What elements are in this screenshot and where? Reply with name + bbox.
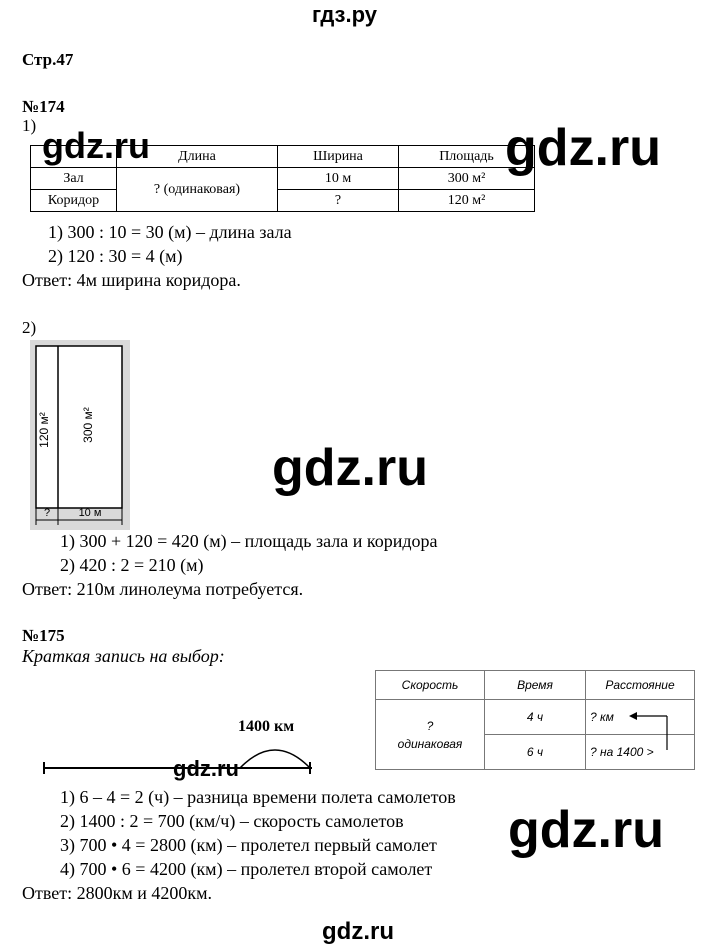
segment-label: 1400 км bbox=[238, 718, 295, 735]
watermark: gdz.ru bbox=[272, 439, 428, 497]
distance-arrow bbox=[625, 708, 675, 756]
task-175-number: №175 bbox=[22, 626, 65, 645]
task-175-subtitle: Краткая запись на выбор: bbox=[22, 646, 225, 666]
table-header-area: Площадь bbox=[399, 146, 535, 168]
table-header-distance: Расстояние bbox=[586, 671, 695, 700]
hall-corridor-drawing bbox=[30, 340, 130, 530]
solution-line: 1) 300 + 120 = 420 (м) – площадь зала и коридора bbox=[60, 531, 438, 551]
time-2: 6 ч bbox=[485, 735, 586, 770]
table-header-width: Ширина bbox=[278, 146, 399, 168]
row-hall-width: 10 м bbox=[278, 168, 399, 190]
page-label: Стр.47 bbox=[22, 50, 74, 69]
distance-2: ? на 1400 > bbox=[586, 735, 695, 770]
watermark: gdz.ru bbox=[173, 756, 239, 781]
table-header-length: Длина bbox=[117, 146, 278, 168]
drawing-dim-q: ? bbox=[43, 507, 51, 519]
answer-line: Ответ: 4м ширина коридора. bbox=[22, 270, 241, 290]
watermark: gdz.ru bbox=[508, 801, 664, 859]
solution-line: 1) 6 – 4 = 2 (ч) – разница времени полета самолетов bbox=[60, 787, 456, 807]
site-header: гдз.ру bbox=[312, 2, 377, 27]
watermark: gdz.ru bbox=[322, 918, 394, 945]
row-corridor-area: 120 м² bbox=[399, 190, 535, 212]
speed-cell bbox=[376, 700, 485, 770]
row-corridor-width: ? bbox=[278, 190, 399, 212]
task-174-number: №174 bbox=[22, 97, 65, 116]
row-corridor-name: Коридор bbox=[31, 190, 117, 212]
row-hall-length: ? (одинаковая) bbox=[117, 168, 278, 212]
part1-label: 1) bbox=[22, 116, 37, 135]
distance-1: ? км bbox=[586, 700, 695, 735]
table-header-speed: Скорость bbox=[376, 671, 485, 700]
speed-same: одинаковая bbox=[397, 736, 463, 751]
drawing-label-hall: 300 м² bbox=[81, 407, 95, 443]
part2-label: 2) bbox=[22, 318, 37, 337]
solution-line: 2) 120 : 30 = 4 (м) bbox=[48, 246, 183, 266]
solution-line: 2) 420 : 2 = 210 (м) bbox=[60, 555, 204, 575]
answer-line: Ответ: 210м линолеума потребуется. bbox=[22, 579, 304, 599]
solution-line: 4) 700 • 6 = 4200 (км) – пролетел второй самолет bbox=[60, 859, 433, 879]
watermark: gdz.ru bbox=[505, 119, 661, 177]
time-1: 4 ч bbox=[485, 700, 586, 735]
row-hall-area: 300 м² bbox=[399, 168, 535, 190]
row-hall-name: Зал bbox=[31, 168, 117, 190]
solution-line: 2) 1400 : 2 = 700 (км/ч) – скорость самолетов bbox=[60, 811, 404, 831]
table-header-time: Время bbox=[485, 671, 586, 700]
solution-line: 1) 300 : 10 = 30 (м) – длина зала bbox=[48, 222, 292, 242]
watermark: gdz.ru bbox=[42, 125, 150, 166]
speed-q: ? bbox=[426, 718, 434, 733]
solution-line: 3) 700 • 4 = 2800 (км) – пролетел первый самолет bbox=[60, 835, 437, 855]
answer-line: Ответ: 2800км и 4200км. bbox=[22, 883, 213, 903]
drawing-dim-10: 10 м bbox=[78, 507, 102, 519]
drawing-label-corridor: 120 м² bbox=[37, 412, 51, 448]
